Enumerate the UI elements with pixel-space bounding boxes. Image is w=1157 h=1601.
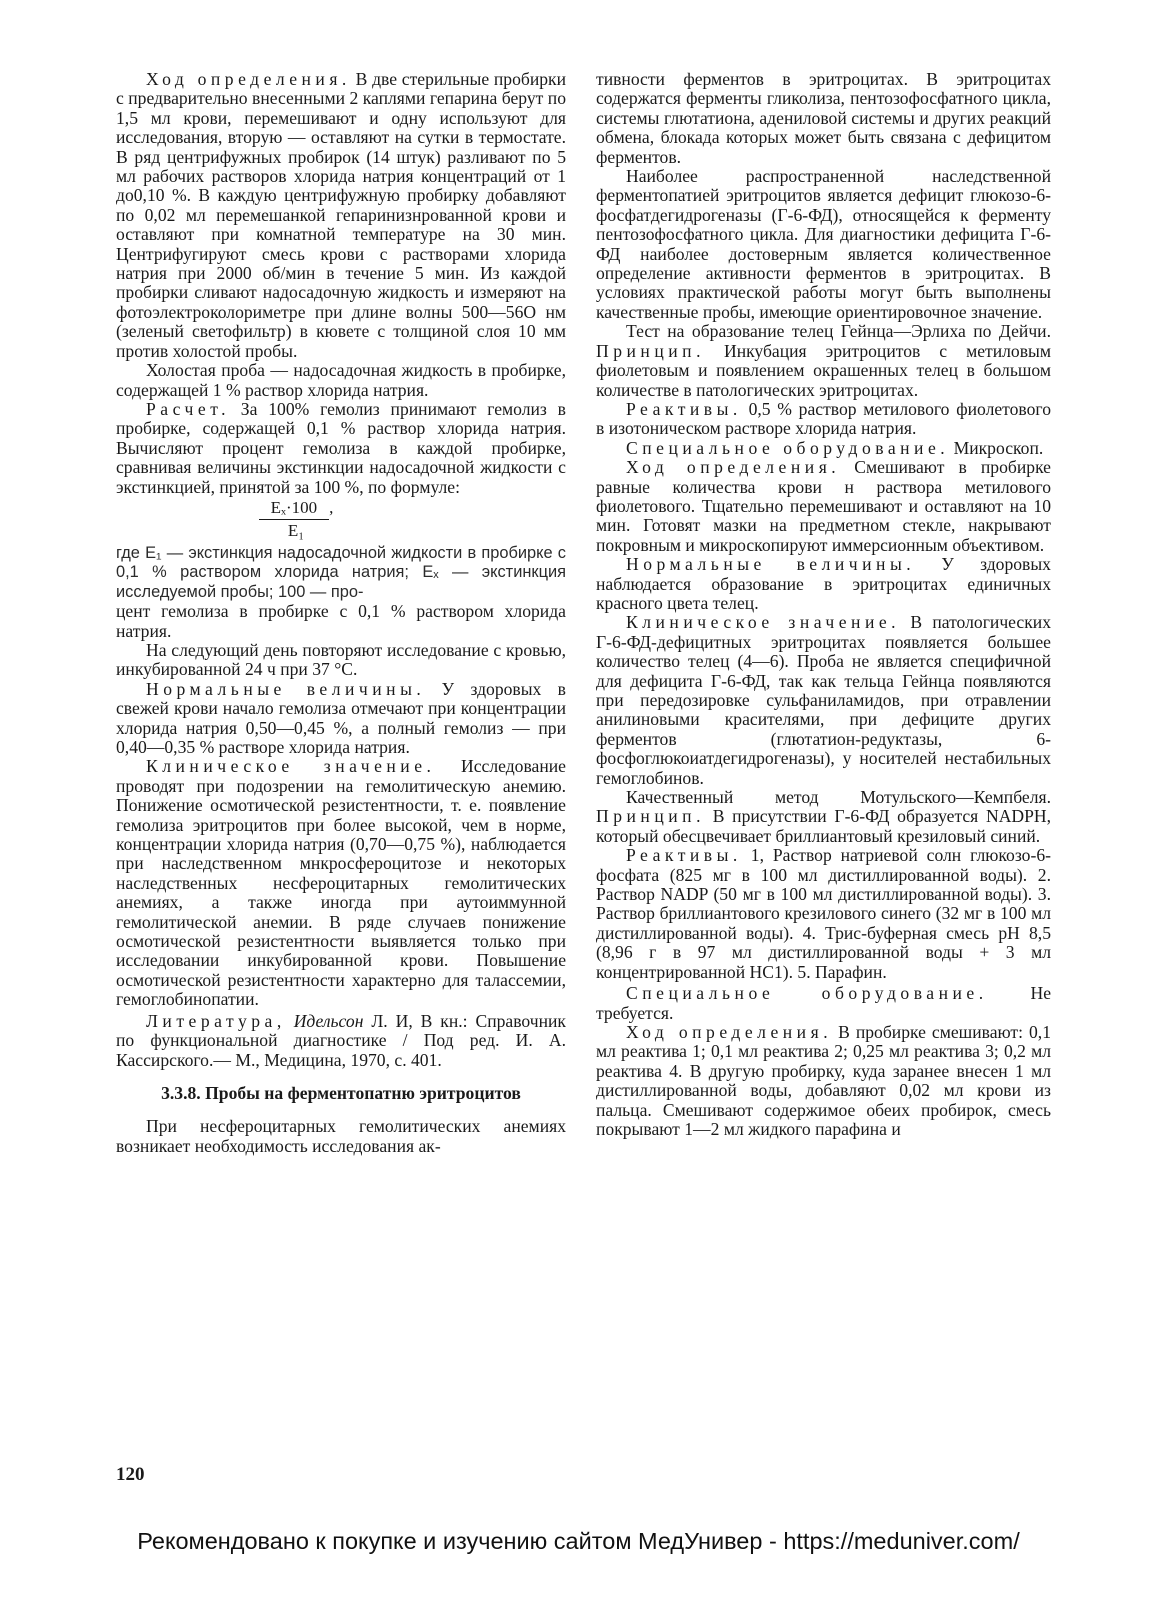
- section-lead-procedure: Ход определения.: [626, 1021, 833, 1042]
- section-lead-clinical: Клиническое значение.: [146, 756, 436, 777]
- paragraph-equipment: [596, 984, 1051, 1023]
- formula-denominator: E₁: [287, 520, 305, 540]
- page-number: 120: [116, 1464, 145, 1485]
- formula-comma: ,: [329, 497, 334, 517]
- section-lead-clinical: Клиническое значение.: [626, 612, 901, 633]
- paragraph-text: В патологических Г-6-ФД-дефицитных эритроцитах появляется большее количество телец (4—6). Проба не является специфичной для дефицита Г-6-ФД, так как тельца Гейнца появляются при передозировке сульфаниламидов, при отравлении анилиновыми красителями, при дефиците других ферментов (глютатион-редуктазы, 6-фосфоглюкоиатдегидрогеназы), у носителей нестабильных гемоглобинов.: [596, 612, 1051, 788]
- paragraph-text: В пробирке смешивают: 0,1 мл реактива 1; 0,1 мл реактива 2; 0,25 мл реактива 3; 0,2 мл реактива 4. В другую пробирку, куда заранее внесен 1 мл дистиллированной воды, добавляют 0,02 мл крови из пальца. Смешивают содержимое обеих пробирок, смесь покрывают 1—2 мл жидкого парафина и: [596, 1021, 1051, 1139]
- paragraph-text: Микроскоп.: [953, 437, 1044, 458]
- paragraph-equipment: [596, 439, 1051, 458]
- section-lead-principle: Принцип.: [596, 806, 705, 827]
- paragraph-calculation: [116, 400, 566, 497]
- formula-numerator: Eₓ·100: [259, 499, 329, 520]
- section-heading: 3.3.8. Пробы на ферментопатню эритроцитов: [161, 1082, 521, 1103]
- paragraph-text: В присутствии Г-6-ФД образуется NADPH, который обесцвечивает бриллиантовый крезиловый синий.: [596, 806, 1051, 846]
- paragraph-text: 0,5 % раствор метилового фиолетового в изотоническом растворе хлорида натрия.: [596, 398, 1051, 439]
- paragraph-enzymes: тивности ферментов в эритроцитах. В эритроцитах содержатся ферменты гликолиза, пентозофосфатного цикла, системы глютатиона, адениловой системы и других реакций обмена, блокада которых может быть связана с дефицитом ферментов.: [596, 69, 1051, 167]
- test-title: Тест на образование телец Гейнца—Эрлиха по Дейчи.: [626, 321, 1051, 342]
- section-lead-reagents: Реактивы.: [626, 845, 742, 866]
- paragraph-text: В две стерильные пробирки с предварительно внесенными 2 каплями гепарина берут по 1,5 мл крови, перемешивают и одну используют для исследования, вторую — оставляют на сутки в термостате. В ряд центрифужных пробирок (14 штук) разливают по 5 мл рабочих растворов хлорида натрия концентраций от 1 до0,10 %. В каждую центрифужную пробирку добавляют по 0,02 мл перемешанкой гепаринизнрованной крови и оставляют при комнатной температуре на 30 мин. Центрифугируют смесь крови с растворами хлорида натрия при 2000 об/мин в течение 5 мин. Из каждой пробирки сливают надосадочную жидкость и измеряют на фотоэлектроколориметре при длине волны 500—56О нм (зеленый светофильтр) в кювете с толщиной слоя 10 мм против холостой пробы.: [116, 69, 567, 361]
- section-lead-reagents: Реактивы.: [626, 398, 742, 419]
- paragraph-normal-values: [596, 555, 1051, 613]
- section-lead-equipment: Специальное оборудование.: [626, 983, 988, 1004]
- footer-watermark: Рекомендовано к покупке и изучению сайтом МедУнивер - https://meduniver.com/: [137, 1528, 1020, 1554]
- paragraph-text: 1, Раствор натриевой солн глюкозо-6-фосфата (825 мг в 100 мл дистиллированной воды). 2. Раствор NADP (50 мг в 100 мл дистиллированной воды). 3. Раствор бриллиантового крезилового синего (32 мг в 100 мл дистиллированной воды). 4. Трис-буферная смесь pH 8,5 (8,96 г в 97 мл дистиллированной воды + 3 мл концентрированной НС1). 5. Парафин.: [596, 845, 1051, 982]
- formula-legend-continued: цент гемолиза в пробирке с 0,1 % раствором хлорида натрия.: [116, 601, 566, 641]
- paragraph-normal-values: [116, 680, 566, 758]
- paragraph-intro: При несфероцитарных гемолитических анемиях возникает необходимость исследования ак-: [116, 1116, 566, 1156]
- left-column: [116, 70, 566, 1156]
- paragraph-procedure: [596, 458, 1051, 555]
- formula-legend-text: где E₁ — экстинкция надосадочной жидкости в пробирке с 0,1 % раствором хлорида натрия; Eₓ — экстинкция исследуемой пробы; 100 — про-: [116, 543, 566, 601]
- section-lead-procedure: Ход определения.: [146, 69, 351, 89]
- paragraph-procedure: [596, 1023, 1051, 1139]
- paragraph-reagents: [596, 846, 1051, 982]
- paragraph-g6pd: Наиболее распространенной наследственной ферментопатией эритроцитов является дефицит глюкозо-6-фосфатдегидрогеназы (Г-6-ФД), относящейся к ферменту пентозофосфатного цикла. Для диагностики дефицита Г-6-ФД наиболее достоверным является количественное определение активности ферментов в эритроцитах. В условиях практической работы могут быть выполнены качественные пробы, имеющие ориентировочное значение.: [596, 166, 1051, 322]
- section-lead-principle: Принцип.: [596, 340, 705, 361]
- section-lead-equipment: Специальное оборудование.: [626, 437, 950, 458]
- paragraph-blank-sample: Холостая проба — надосадочная жидкость в пробирке, содержащей 1 % раствор хлорида натрия.: [116, 360, 566, 400]
- paragraph-next-day: На следующий день повторяют исследование с кровью, инкубированной 24 ч при 37 °С.: [116, 639, 566, 680]
- method-title: Качественный метод Мотульского—Кемпбеля.: [626, 787, 1051, 808]
- section-lead-normal-values: Нормальные величины.: [146, 678, 426, 699]
- section-lead-literature: Литература,: [146, 1010, 286, 1031]
- paragraph-text: За 100% гемолиз принимают гемолиз в пробирке, содержащей 0,1 % раствор хлорида натрия. Вычисляют процент гемолиза в каждой пробирке, сравнивая величины экстинкции надосадочной жидкости с экстинкцией, принятой за 100 %, по формуле:: [116, 398, 566, 497]
- section-lead-procedure: Ход определения.: [626, 457, 841, 478]
- paragraph-motulsky-method: [596, 788, 1051, 846]
- paragraph-clinical-significance: [596, 613, 1051, 788]
- paragraph-text: Инкубация эритроцитов с метиловым фиолетовым и появлением окрашенных телец в большом количестве в патологических эритроцитах.: [596, 340, 1051, 400]
- paragraph-text: У здоровых в свежей крови начало гемолиза отмечают при концентрации хлорида натрия 0,50—0,45 %, а полный гемолиз — при 0,40—0,35 % растворе хлорида натрия.: [116, 678, 566, 757]
- section-lead-calculation: Расчет.: [146, 398, 230, 419]
- paragraph-text: Л. И, В кн.: Справочник по функциональной диагностике / Под ред. И. А. Кассирского.— М., Медицина, 1970, с. 401.: [116, 1010, 566, 1070]
- paragraph-reagents: [596, 400, 1051, 439]
- literature-author: Идельсон: [293, 1010, 364, 1031]
- paragraph-literature: [116, 1012, 566, 1070]
- paragraph-text: Смешивают в пробирке равные количества крови н раствора метилового фиолетового. Тщательно перемешивают и оставляют на 10 мин. Готовят мазки на предметном стекле, накрывают покровным и микроскопируют иммерсионным объективом.: [596, 457, 1051, 555]
- paragraph-clinical-significance: [116, 757, 566, 1009]
- hemolysis-formula: [226, 499, 366, 540]
- right-column: [596, 70, 1051, 1139]
- paragraph-text: У здоровых наблюдается образование в эритроцитах единичных красного цвета телец.: [596, 554, 1051, 613]
- paragraph-text: Исследование проводят при подозрении на гемолитическую анемию. Понижение осмотической резистентности, т. е. появление гемолиза эритроцитов при более высокой, чем в норме, концентрации хлорида натрия (0,70—0,75 %), наблюдается при наследственном мнкросфероцитозе и некоторых наследственных несфероцитарных гемолитических анемиях, а также иногда при аутоиммунной гемолитической анемии. В ряде случаев понижение осмотической резистентности выявляется только при исследовании инкубированной крови. Повышение осмотической резистентности характерно для талассемии, гемоглобинопатии.: [116, 756, 566, 1010]
- paragraph-heinz-test: [596, 322, 1051, 400]
- section-lead-normal-values: Нормальные величины.: [626, 554, 916, 575]
- paragraph-procedure: [116, 70, 566, 361]
- formula-legend: [116, 544, 566, 602]
- paragraph-text: Не требуется.: [596, 983, 1051, 1023]
